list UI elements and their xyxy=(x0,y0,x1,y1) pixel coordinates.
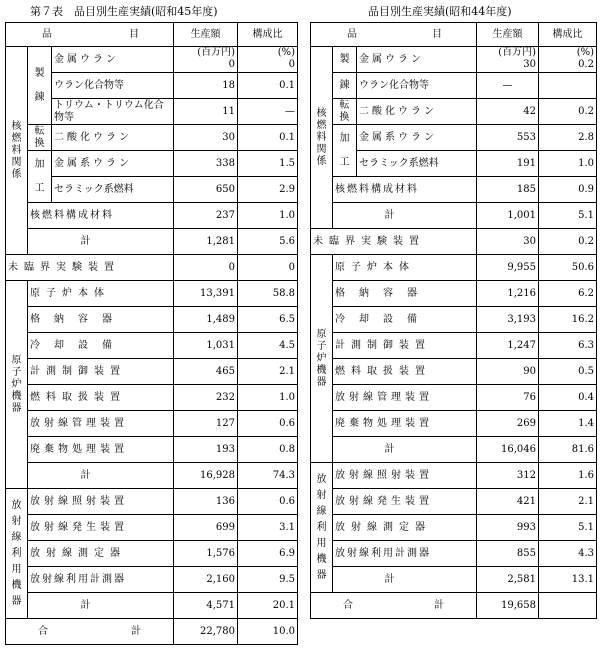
group-nuclear-fuel: 核 燃 料 関 係 xyxy=(6,47,28,255)
row-label: 廃棄物処理装置 xyxy=(28,437,174,463)
row-label: 放射線測定器 xyxy=(333,515,477,541)
subtotal-value: 16,046 xyxy=(477,437,539,463)
row-ratio: (%) 0 xyxy=(238,47,298,73)
row-value: 993 xyxy=(477,515,539,541)
row-value: 650 xyxy=(174,177,238,203)
row-value: 76 xyxy=(477,385,539,411)
row-ratio: 3.1 xyxy=(238,515,298,541)
row-value: — xyxy=(477,73,539,99)
row-label: 金属ウラン xyxy=(357,47,477,73)
grand-total-value: 19,658 xyxy=(477,593,539,619)
group-radiation: 放 射 線 利 用 機 器 xyxy=(311,463,333,593)
row-value: 855 xyxy=(477,541,539,567)
row-value: (百万円) 30 xyxy=(477,47,539,73)
row-value: 30 xyxy=(174,125,238,151)
row-value: 18 xyxy=(174,73,238,99)
row-value: 3,193 xyxy=(477,307,539,333)
row-value: 0 xyxy=(174,255,238,281)
sub-conversion: 転換 xyxy=(28,125,52,151)
row-label: 金属系ウラン xyxy=(52,151,174,177)
row-value: 1,247 xyxy=(477,333,539,359)
row-label: 放射線利用計測器 xyxy=(333,541,477,567)
subtotal-label: 計 xyxy=(28,463,174,489)
row-label: セラミック系燃料 xyxy=(52,177,174,203)
subtotal-value: 1,001 xyxy=(477,203,539,229)
row-value: 237 xyxy=(174,203,238,229)
row-label: 放射線発生装置 xyxy=(28,515,174,541)
row-ratio: 4.5 xyxy=(238,333,298,359)
sub-processing: 加 工 xyxy=(28,151,52,203)
sub-refining: 製 xyxy=(333,47,357,73)
sub-refining: 製 錬 xyxy=(28,47,52,125)
row-value: 42 xyxy=(477,99,539,125)
subtotal-ratio: 20.1 xyxy=(238,593,298,619)
header-production: 生産額 xyxy=(477,23,539,47)
subtotal-value: 16,928 xyxy=(174,463,238,489)
row-value: 232 xyxy=(174,385,238,411)
row-value: 269 xyxy=(477,411,539,437)
row-ratio: 1.0 xyxy=(539,151,597,177)
row-ratio: 6.5 xyxy=(238,307,298,333)
row-label: 金属系ウラン xyxy=(357,125,477,151)
header-item: 品 目 xyxy=(311,23,477,47)
row-ratio: 9.5 xyxy=(238,567,298,593)
row-label: 二酸化ウラン xyxy=(52,125,174,151)
row-label: 未臨界実験装置 xyxy=(311,229,477,255)
row-label: 放射線照射装置 xyxy=(333,463,477,489)
row-value: 30 xyxy=(477,229,539,255)
grand-total-ratio xyxy=(539,593,597,619)
row-ratio: 4.3 xyxy=(539,541,597,567)
group-radiation: 放 射 線 利 用 機 器 xyxy=(6,489,28,619)
group-nuclear-fuel: 核 燃 料 関 係 xyxy=(311,47,333,229)
grand-total-label: 合 計 xyxy=(6,619,174,645)
row-value: 185 xyxy=(477,177,539,203)
row-value: 136 xyxy=(174,489,238,515)
right-table-title: 品目別生産実績(昭和44年度) xyxy=(368,5,512,18)
row-ratio: 1.5 xyxy=(238,151,298,177)
sub-refining-2: 錬 xyxy=(333,73,357,99)
sub-processing: 加 工 xyxy=(333,125,357,177)
subtotal-value: 2,581 xyxy=(477,567,539,593)
subtotal-value: 4,571 xyxy=(174,593,238,619)
subtotal-label: 計 xyxy=(28,229,174,255)
row-value: 1,031 xyxy=(174,333,238,359)
row-value: 699 xyxy=(174,515,238,541)
left-table-title: 第７表 品目別生産実績(昭和45年度) xyxy=(30,5,218,18)
row-ratio: 0.1 xyxy=(238,125,298,151)
row-value: 193 xyxy=(174,437,238,463)
row-label: 放射線利用計測器 xyxy=(28,567,174,593)
row-ratio: 1.6 xyxy=(539,463,597,489)
row-value: 90 xyxy=(477,359,539,385)
row-label: 放射線管理装置 xyxy=(28,411,174,437)
row-ratio: 1.4 xyxy=(539,411,597,437)
subtotal-ratio: 13.1 xyxy=(539,567,597,593)
row-value: 1,216 xyxy=(477,281,539,307)
row-ratio: (%) 0.2 xyxy=(539,47,597,73)
row-label: 金属ウラン xyxy=(52,47,174,73)
row-label: 計測制御装置 xyxy=(28,359,174,385)
row-ratio: 0 xyxy=(238,255,298,281)
group-reactor: 原 子 炉 機 器 xyxy=(311,255,333,463)
row-ratio: 2.1 xyxy=(238,359,298,385)
row-ratio: 0.9 xyxy=(539,177,597,203)
row-value: 191 xyxy=(477,151,539,177)
row-ratio: 1.0 xyxy=(238,203,298,229)
header-item: 品 目 xyxy=(6,23,174,47)
row-ratio xyxy=(539,73,597,99)
row-value: 13,391 xyxy=(174,281,238,307)
row-ratio: 6.9 xyxy=(238,541,298,567)
row-label: 格納容器 xyxy=(333,281,477,307)
row-ratio: 0.8 xyxy=(238,437,298,463)
row-ratio: 2.8 xyxy=(539,125,597,151)
row-ratio: 0.2 xyxy=(539,229,597,255)
row-label: ウラン化合物等 xyxy=(52,73,174,99)
row-label: 放射線測定器 xyxy=(28,541,174,567)
row-ratio: 1.0 xyxy=(238,385,298,411)
row-ratio: 50.6 xyxy=(539,255,597,281)
subtotal-label: 計 xyxy=(333,437,477,463)
row-value: 9,955 xyxy=(477,255,539,281)
subtotal-label: 計 xyxy=(333,203,477,229)
row-value: 2,160 xyxy=(174,567,238,593)
group-reactor: 原 子 炉 機 器 xyxy=(6,281,28,489)
row-label: ウラン化合物等 xyxy=(357,73,477,99)
row-ratio: 58.8 xyxy=(238,281,298,307)
row-value: 338 xyxy=(174,151,238,177)
row-value: 553 xyxy=(477,125,539,151)
subtotal-ratio: 5.6 xyxy=(238,229,298,255)
row-label: 放射線管理装置 xyxy=(333,385,477,411)
row-label: 冷却設備 xyxy=(333,307,477,333)
row-ratio: 0.6 xyxy=(238,411,298,437)
row-value: 1,489 xyxy=(174,307,238,333)
subtotal-label: 計 xyxy=(333,567,477,593)
row-label: 計測制御装置 xyxy=(333,333,477,359)
row-label: 二酸化ウラン xyxy=(357,99,477,125)
row-ratio: 5.1 xyxy=(539,515,597,541)
row-ratio: 2.9 xyxy=(238,177,298,203)
subtotal-value: 1,281 xyxy=(174,229,238,255)
row-value: 312 xyxy=(477,463,539,489)
subtotal-ratio: 74.3 xyxy=(238,463,298,489)
grand-total-value: 22,780 xyxy=(174,619,238,645)
row-label: 核燃料構成材料 xyxy=(28,203,174,229)
row-label: 廃棄物処理装置 xyxy=(333,411,477,437)
row-value: 1,576 xyxy=(174,541,238,567)
row-ratio: 0.4 xyxy=(539,385,597,411)
row-value: 465 xyxy=(174,359,238,385)
row-value: 421 xyxy=(477,489,539,515)
row-ratio: 16.2 xyxy=(539,307,597,333)
row-label: 燃料取扱装置 xyxy=(333,359,477,385)
row-label: 未臨界実験装置 xyxy=(6,255,174,281)
row-value: 11 xyxy=(174,99,238,125)
row-label: 原子炉本体 xyxy=(333,255,477,281)
header-ratio: 構成比 xyxy=(539,23,597,47)
row-label: 原子炉本体 xyxy=(28,281,174,307)
row-ratio: 2.1 xyxy=(539,489,597,515)
row-ratio: 0.1 xyxy=(238,73,298,99)
grand-total-ratio: 10.0 xyxy=(238,619,298,645)
row-ratio: 6.2 xyxy=(539,281,597,307)
subtotal-ratio: 5.1 xyxy=(539,203,597,229)
row-label: 冷却設備 xyxy=(28,333,174,359)
row-value: (百万円) 0 xyxy=(174,47,238,73)
row-label: セラミック系燃料 xyxy=(357,151,477,177)
production-table-s44 xyxy=(310,22,597,619)
grand-total-label: 合 計 xyxy=(311,593,477,619)
row-label: 放射線照射装置 xyxy=(28,489,174,515)
header-ratio: 構成比 xyxy=(238,23,298,47)
row-label: トリウム・トリウム化合物等 xyxy=(52,99,174,125)
row-label: 格納容器 xyxy=(28,307,174,333)
row-label: 核燃料構成材料 xyxy=(333,177,477,203)
row-value: 127 xyxy=(174,411,238,437)
row-ratio: 0.2 xyxy=(539,99,597,125)
row-ratio: — xyxy=(238,99,298,125)
subtotal-ratio: 81.6 xyxy=(539,437,597,463)
subtotal-label: 計 xyxy=(28,593,174,619)
row-ratio: 6.3 xyxy=(539,333,597,359)
row-ratio: 0.5 xyxy=(539,359,597,385)
sub-conversion: 転換 xyxy=(333,99,357,125)
row-label: 燃料取扱装置 xyxy=(28,385,174,411)
row-label: 放射線発生装置 xyxy=(333,489,477,515)
production-table-s45 xyxy=(5,22,298,645)
row-ratio: 0.6 xyxy=(238,489,298,515)
header-production: 生産額 xyxy=(174,23,238,47)
